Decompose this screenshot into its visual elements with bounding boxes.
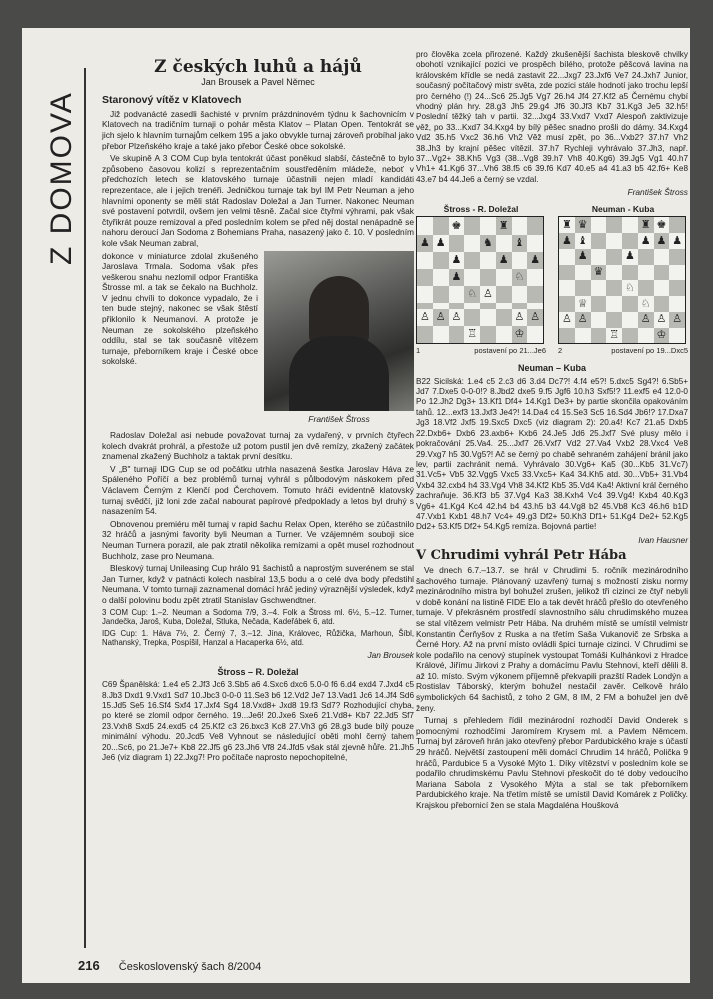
black-pawn-icon: ♟ [577, 250, 588, 263]
board-square [669, 280, 685, 296]
board-square [622, 233, 638, 249]
signature: Ivan Hausner [638, 534, 688, 545]
board-square [527, 309, 543, 326]
board-square [591, 280, 607, 296]
black-bishop-icon: ♝ [514, 236, 525, 249]
white-queen-icon: ♕ [577, 297, 588, 310]
board-square [559, 265, 575, 281]
board-square [575, 296, 591, 312]
board-square [449, 326, 465, 343]
board-square [575, 217, 591, 233]
black-pawn-icon: ♟ [498, 253, 509, 266]
white-pawn-icon: ♙ [640, 313, 651, 326]
board-square [638, 296, 654, 312]
board-square [512, 309, 528, 326]
white-pawn-icon: ♙ [482, 288, 493, 301]
board-square [449, 235, 465, 252]
board-square [512, 217, 528, 234]
paragraph: Ve skupině A 3 COM Cup byla tentokrát účast poněkud slabší, částečně to bylo způsobeno časovou kolizí s reprezentačním soustředěním mládeže, neboť v předchozích letech se klatovského turnaje účastnili nejen mladí kandidáti reprezentace, ale i jejich trenéři. Jedničkou turnaje tak byl IM Petr Neuman a jeho hlavními oponenty se měli stát Radoslav Doležal a Jan Turner. Nakonec Neuman své postavení potvrdil, ovšem jen velmi těsně. Začal sice čtyřmi výhrami, pak však čtyřikrát pouze remizoval a před posledním kolem se před něj dostal nenápadně se nahoru deroucí Jan Sodoma z Bohemians Praha, nasazený jako č. 10. V posledním kole však Neuman zabral, [102, 153, 414, 248]
board-square [638, 233, 654, 249]
board-square [638, 280, 654, 296]
board-square [606, 312, 622, 328]
white-pawn-icon: ♙ [530, 311, 541, 324]
paragraph: Radoslav Doležal asi nebude považovat turnaj za vydařený, v prvních čtyřech kolech dvakrát prohrál, a přestože už potom pustil jen dvě remízy, zkažený začátek znamenal zkažený Buchholz a taktak první desítku. [102, 430, 414, 462]
section-tab: Z DOMOVA [45, 91, 78, 265]
board-square [638, 249, 654, 265]
board-square [496, 269, 512, 286]
board-square [417, 217, 433, 234]
diagram-number: 2 [558, 346, 563, 356]
black-rook-icon: ♜ [640, 218, 651, 231]
black-pawn-icon: ♟ [435, 236, 446, 249]
black-queen-icon: ♛ [577, 218, 588, 231]
board-square [654, 265, 670, 281]
chrudim-heading: V Chrudimi vyhrál Petr Hába [416, 548, 627, 564]
board-square [512, 326, 528, 343]
diagram-number: 1 [416, 346, 421, 356]
black-pawn-icon: ♟ [640, 234, 651, 247]
signature: Jan Brousek [367, 649, 414, 660]
board-square [449, 309, 465, 326]
board-square [669, 233, 685, 249]
board-square [606, 265, 622, 281]
board-square [622, 280, 638, 296]
white-pawn-icon: ♙ [419, 311, 430, 324]
black-pawn-icon: ♟ [656, 234, 667, 247]
divider-line [84, 68, 86, 948]
article-title: Z českých luhů a hájů [154, 57, 362, 77]
board-square [464, 286, 480, 303]
board-square [575, 265, 591, 281]
right-column [416, 50, 688, 813]
diagram-caption: postavení po 19...Dxc5 [611, 346, 688, 356]
board-square [591, 265, 607, 281]
crosstable-line: IDG Cup: 1. Háva 7½, 2. Černý 7, 3.–12. Jína, Královec, Růžička, Marhoun, Šíbl, Nathanský, Trepka, Pospíšil, Hanzal a Hacaperka 6½, atd. [102, 628, 414, 648]
board-square [559, 328, 575, 344]
crosstable [102, 608, 414, 648]
board-square [559, 312, 575, 328]
white-rook-icon: ♖ [467, 328, 478, 341]
magazine-name: Československý šach [118, 961, 225, 973]
black-pawn-icon: ♟ [419, 236, 430, 249]
board-square [433, 309, 449, 326]
board-square [606, 217, 622, 233]
black-bishop-icon: ♝ [577, 234, 588, 247]
board-square [654, 280, 670, 296]
board-square [417, 286, 433, 303]
board-square [417, 309, 433, 326]
diagrams [416, 204, 688, 357]
board-square [527, 326, 543, 343]
board-square [417, 252, 433, 269]
board-square [638, 217, 654, 233]
board-square [433, 286, 449, 303]
article-authors: Jan Brousek a Pavel Němec [201, 76, 315, 87]
board-square [654, 249, 670, 265]
page-number: 216 [78, 958, 100, 973]
board-square [575, 249, 591, 265]
board-square [638, 312, 654, 328]
board-square [512, 269, 528, 286]
chessboard [416, 216, 544, 344]
board-square [575, 312, 591, 328]
board-square [527, 286, 543, 303]
photo-caption: František Štross [308, 413, 370, 424]
white-pawn-icon: ♙ [577, 313, 588, 326]
diagram-title: Neuman - Kuba [591, 203, 655, 214]
page-footer [78, 958, 678, 973]
board-square [591, 328, 607, 344]
photo-row [102, 251, 414, 429]
board-square [591, 296, 607, 312]
board-square [559, 249, 575, 265]
board-square [433, 217, 449, 234]
issue-number: 8/2004 [227, 961, 262, 973]
board-square [480, 269, 496, 286]
white-king-icon: ♔ [514, 328, 525, 341]
board-square [512, 252, 528, 269]
board-square [638, 265, 654, 281]
white-knight-icon: ♘ [640, 297, 651, 310]
white-pawn-icon: ♙ [451, 311, 462, 324]
board-square [464, 217, 480, 234]
board-square [606, 249, 622, 265]
board-square [654, 312, 670, 328]
black-pawn-icon: ♟ [672, 234, 683, 247]
black-rook-icon: ♜ [498, 219, 509, 232]
board-square [496, 235, 512, 252]
paragraph: Obnovenou premiéru měl turnaj v rapid šachu Relax Open, kterého se zúčastnilo 32 hráčů a jasnými favority byli Neuman a Turner. Ve vzájemném souboji sice Neuman Turnera porazil, ale pak ztratil několika remízami a opět musel rozhodnout Buchholz, zase pro Neumana. [102, 518, 414, 561]
board-square [480, 217, 496, 234]
board-square [591, 249, 607, 265]
board-square [480, 326, 496, 343]
board-square [559, 296, 575, 312]
white-knight-icon: ♘ [467, 288, 478, 301]
left-column [102, 58, 414, 765]
board-square [559, 233, 575, 249]
board-square [575, 280, 591, 296]
board-square [480, 309, 496, 326]
board-square [654, 233, 670, 249]
board-square [512, 235, 528, 252]
diagram-caption-row [416, 346, 546, 357]
board-square [559, 217, 575, 233]
board-square [669, 217, 685, 233]
board-square [669, 328, 685, 344]
signature: František Štross [627, 187, 688, 198]
board-square [480, 235, 496, 252]
board-square [449, 217, 465, 234]
board-square [591, 233, 607, 249]
board-square [606, 328, 622, 344]
photo-body [289, 336, 389, 411]
player-photo [264, 251, 414, 411]
board-square [496, 252, 512, 269]
board-square [433, 252, 449, 269]
board-square [669, 312, 685, 328]
game-title: Neuman – Kuba [517, 363, 586, 374]
game-moves: C69 Španělská: 1.e4 e5 2.Jf3 Jc6 3.Sb5 a6 4.Sxc6 dxc6 5.0-0 f6 6.d4 exd4 7.Jxd4 c5 8.Jb3 Dxd1 9.Vxd1 Sd7 10.Jbc3 0-0-0 11.Se3 b6 12.Vd2 Je7 13.Vad1 Jc6 14.Jf4 Sd6 15.Jd5 Se5 16.Sf4 Sxf4 17.Jxf4 Sg4 18.Vxd8+ Jxd8 19.f3 Sd7? Rozhodující chyba, po které se zlomil odpor černého. 19...Je6! 20.Jxe6 Sxe6 21.Vd8+ Kb7 22.Jd5 Sf7 23.Vxh8 Sxd5 24.exd5 c4 25.Kf2 c3 26.bxc3 Kc8 27.Vh3 g6 28.g3 bude bílý pouze minimální výhodu. 20.Jcd5 Ve8 Vyhnout se následující oběti mohl černý tahem 20...Sc6, po 21.Je7+ Kb8 22.Jf5 g6 23.Jh6 Vf8 24.Jfd5 však stál zjevně hůře. 21.Jh5 Je6 (viz diagram 1) 22.Jxg7! Pro počítače naprosto nepochopitelné, [102, 680, 414, 762]
game-title: Štross – R. Doležal [217, 666, 299, 677]
board-square [622, 312, 638, 328]
board-square [433, 235, 449, 252]
board-square [575, 328, 591, 344]
white-pawn-icon: ♙ [561, 313, 572, 326]
black-pawn-icon: ♟ [451, 253, 462, 266]
paragraph: Již podvanácté zasedli šachisté v prvním prázdninovém týdnu k šachovnicím v Klatovech na tradičním turnaji o pohár města Klatov – Platan Open. Tentokrát se jich sjelo k hlavním turnajům celkem 195 a jako obvykle turnaj zároveň probíhal jako přebor Plzeňského kraje a také jako přebor České obce sokolské. [102, 108, 414, 151]
paragraph: Turnaj s přehledem řídil mezinárodní rozhodčí David Onderek s pomocnými rozhodčími Jaromírem Krysem ml. a Pavlem Němcem. Turnaj byl zároveň hrán jako otevřený přebor Pardubického kraje s účastí 29 hráčů. Největší zastoupení měli domácí Chrudim 14 hráčů, Polička 9 hráčů, Pardubice 5 a Vysoké Mýto 1. Díky vítězství v posledním kole se podařilo chrudimskému Pavlu Stehnovi přeskočit do té doby vedoucího Mariana Sabola z Vysokého Mýta a stal se tak přeborníkem Pardubického kraje. Na třetím místě se umístil David Komárek z Poličky. Krajskou přebornicí žen se stala Magdaléna Houšková [416, 715, 688, 810]
game-moves: pro člověka zcela přirozené. Každý zkušenější šachista bleskově chvilky obohotí vznikající pozici ve prospěch bílého, protože pěšcová lavina na královském křídle se nedá zastavit 22...Jxg7 23.Jxf6 Ve7 24.Jxh7 Junior, současný počítačový mistr světa, zde pozici stále hodnotí jako trochu lepší pro černého (!) 24...Sc6 25.Jg5 Vg7 26.h4 Jf4 27.Kf2 a5 Černému chybí vhodný plán hry. 28.g3 Jh5 29.g4 Jf6 30.Jf3 Kb7 31.Kg3 Je5 32.h5! Poslední těžký tah v partii. 32...Jxg4 33.Vxd7 Vxd7 Alespoň zaktivizuje věž, po 33...Kxd7 34.Kxg4 by bílý pěšec snadno prošli do dámy. 34.Kxg4 Vd2 35.h5 Vxc2 36.h6 Vh2 Věž musí zpět, po 36...Vxb2? 37.h7 Vh2 38.Jh3 by krajní pěšec vítězil. 37.h7 Rychleji vyhrávalo 37.Jh3, např. 37...Vg2+ 38.Kh5 Vg3 (38...Vg8 39.h7 Vh8 40.Kg6) 39.Jg5 Vg1 40.h7 Vh1+ 41.Kg6 37...Vh6 38.f5 c6 39.f6 Kd7 40.e5 a4 41.a3 b5 42.f6+ Ke8 43.e7 b4 44.Je6 a černý se vzdal. [416, 50, 688, 184]
board-square [449, 286, 465, 303]
chessboard [558, 216, 686, 344]
board-square [464, 326, 480, 343]
board-square [527, 217, 543, 234]
white-king-icon: ♔ [656, 329, 667, 342]
white-pawn-icon: ♙ [672, 313, 683, 326]
paragraph: dokonce v miniaturce zdolal zkušeného Jaroslava Trmala. Sodoma však přes veškerou snahu nezlomil odpor Františka Štrosse ml. a tak se čekalo na Buchholz. V jednu chvíli to dokonce vypadalo, že i ten bude stejný, nakonec se však štěstí přiklonilo k Neumanovi. A protože je Neuman ze sokolského plzeňského oddílu, stal se tak současně vítězem turnaje, přeborníkem kraje i České obce sokolské. [102, 250, 258, 367]
board-square [654, 217, 670, 233]
board-square [496, 286, 512, 303]
paragraph: Bleskový turnaj Unileasing Cup hrálo 91 šachistů a naprostým suverénem se stal Jan Turner, když v patnácti kolech nasbíral 13,5 bodu a o celé dva body předstihl Neumana. V tomto turnaji zaznamenal domácí hráč jediný výraznější výsledek, když o další polovinu bodu zpět ztratil Stanislav Gschwendtner. [102, 563, 414, 605]
white-pawn-icon: ♙ [435, 311, 446, 324]
board-square [449, 252, 465, 269]
white-pawn-icon: ♙ [656, 313, 667, 326]
board-square [433, 326, 449, 343]
black-pawn-icon: ♟ [561, 234, 572, 247]
board-square [559, 280, 575, 296]
board-square [575, 233, 591, 249]
diagram-title: Štross - R. Doležal [443, 203, 519, 214]
black-pawn-icon: ♟ [451, 270, 462, 283]
board-square [480, 252, 496, 269]
photo-figure [264, 251, 414, 429]
board-square [622, 217, 638, 233]
diagram-caption: postavení po 21...Je6 [474, 346, 546, 356]
board-square [654, 296, 670, 312]
board-square [496, 309, 512, 326]
white-knight-icon: ♘ [514, 270, 525, 283]
board-square [591, 217, 607, 233]
board-square [496, 326, 512, 343]
board-square [417, 326, 433, 343]
board-square [496, 217, 512, 234]
board-square [527, 235, 543, 252]
board-square [480, 286, 496, 303]
black-queen-icon: ♛ [593, 266, 604, 279]
board-square [622, 296, 638, 312]
board-square [464, 252, 480, 269]
board-square [622, 249, 638, 265]
board-square [464, 235, 480, 252]
board-square [606, 280, 622, 296]
board-square [606, 233, 622, 249]
board-square [417, 269, 433, 286]
black-rook-icon: ♜ [561, 218, 572, 231]
board-square [638, 328, 654, 344]
board-square [449, 269, 465, 286]
white-pawn-icon: ♙ [514, 311, 525, 324]
black-king-icon: ♚ [451, 219, 462, 232]
board-square [464, 269, 480, 286]
crosstable-line: 3 COM Cup: 1.–2. Neuman a Sodoma 7/9, 3.–4. Folk a Štross ml. 6½, 5.–12. Turner, Jandečka, Jaroš, Kuba, Doležal, Stluka, Nečada, Kadeřábek 6, atd. [102, 607, 414, 627]
black-pawn-icon: ♟ [530, 253, 541, 266]
photo-text [102, 251, 258, 429]
white-rook-icon: ♖ [609, 329, 620, 342]
paragraph: V „B" turnaji IDG Cup se od počátku utrhla nasazená šestka Jaroslav Háva ze Spáleného Poříčí a bez problémů turnaj vyhrál s půlbodovým náskokem před Václavem Černým z Klenčí pod Čerchovem. Tomuto hráči evidentně klatovský turnaj svědčí, již loni zde začal nabourat papírové předpoklady a letos byl druhý s nasazením 54. [102, 463, 414, 517]
game-moves: B22 Sicilská: 1.e4 c5 2.c3 d6 3.d4 Dc7?! 4.f4 e5?! 5.dxc5 Sg4?! 6.Sb5+ Jd7 7.Dxe5 0-0-0!? 8.Jbd2 dxe5 9.f5 Jgf6 10.h3 Sxf5!? 11.exf5 e4 12.0-0 Po 12.Jh2 Dg3+ 13.Kf1 Df4+ 14.Kg1 De3+ by partie skončila opakováním tahů. 12...exf3 13.Jxf3 Je4?! 14.Da4 c4 15.Se3 Sc5 16.Sd4 Jb6!? 17.Dxa7 Jg3 18.Vf2 Jxf5 19.Sxc5 Dxc5 (viz diagram 2): 20.a4! Kc7 21.a5 Dxb5 22.Dxb6+ Dxb6 23.axb6+ Kxb6 24.Je5 Jd6 25.Jxf7 Své plusy mělo i pokračování 25.Va4. 25...Jxf7 26.Vxf7 Vd2 27.Va4 Vxb2 28.Vxc4 Ve8 29.Vxg7 h5 30.Vg5?! Ač se černý po chabě sehraném zahájení bránil jako lev, partii zachránit nemá. Vyhrávalo 30.Vg6+ Ka5 (30...Kb5 31.Vc7) 31.Vc5+ Vb5 32.Vgg5 Vxc5 33.Vxc5+ Ka4 34.Kh5 atd. 30...Vb5+ 31.Vb4 Vxb4 32.cxb4 h4 33.Vg4 Vh8 34.Kf2 Kb5 35.Vd4 Ka4! Aktivní král černého zachraňuje. 36.Kf3 b5 37.Vg4 Ka3 38.Kxh4 Vc4 39.Vg4! Kxb4 40.Kg3 Vg6+ 41.Kg4 Kc4 42.h4 b4 43.h5 b3 44.Vg8 b2 45.Vb8 Kc3 46.h6 b1D 47.Vxb1 Kxb1 48.h7 Vc4+ 49.g3 Df2+ 50.Kh3 Df1+ 51.Kg4 De2+ 52.Kg5 Dd2+ 53.Kf5 Df2+ 54.Kg5 remíza. Bojovná partie! [416, 376, 688, 532]
board-square [622, 328, 638, 344]
board-square [654, 328, 670, 344]
paragraph: Ve dnech 6.7.–13.7. se hrál v Chrudimi 5. ročník mezinárodního šachového turnaje. Plánovaný uzavřený turnaj s možností zisku normy mezinárodního mistra byl bohužel zrušen, jelikož tři cizinci ze čtyř nebyli v době konání na listině FIDE Elo a tak devět hráčů přešlo do otevřeného turnaje. V překrásném prostředí slavnostního sálu chrudimského muzea se stal vítězem velmistr Petr Hába. Na druhém místě se umístil velmistr Konstantin Čerňyšov z Ruska a na třetím Saša Vukanovič ze Srbska a Černé Hory. Až na první místo ovládli špici turnaje cizinci. V Chrudimi se kole podařilo na cenový stupínek vystoupat Tomáši Kulhánkovi z Hradce Králové, Jiřímu Jirkovi z Prahy a domácímu Pavlu Stehnovi, kteří dělili 8. až 10. místo. Svým výkonem příjemně překvapili prazští Radek Londýn a Rostislav Táborský, kterým bohužel nestačil zavěr. Celkově hrálo symbolických 64 šachistů, z toho 2 GM, 8 IM, 2 FM a bohužel jen dvě ženy. [416, 564, 688, 713]
klatovy-heading: Staronový vítěz v Klatovech [102, 94, 242, 107]
board-square [527, 269, 543, 286]
board-square [669, 249, 685, 265]
board-square [669, 265, 685, 281]
diagram-1 [416, 204, 546, 357]
diagram-2 [558, 204, 688, 357]
board-square [417, 235, 433, 252]
board-square [433, 269, 449, 286]
magazine-page [22, 28, 690, 983]
board-square [669, 296, 685, 312]
black-king-icon: ♚ [656, 218, 667, 231]
board-square [591, 312, 607, 328]
board-square [606, 296, 622, 312]
board-square [622, 265, 638, 281]
black-pawn-icon: ♟ [624, 250, 635, 263]
board-square [527, 252, 543, 269]
board-square [464, 309, 480, 326]
black-knight-icon: ♞ [482, 236, 493, 249]
diagram-caption-row [558, 346, 688, 357]
white-knight-icon: ♘ [624, 281, 635, 294]
board-square [512, 286, 528, 303]
